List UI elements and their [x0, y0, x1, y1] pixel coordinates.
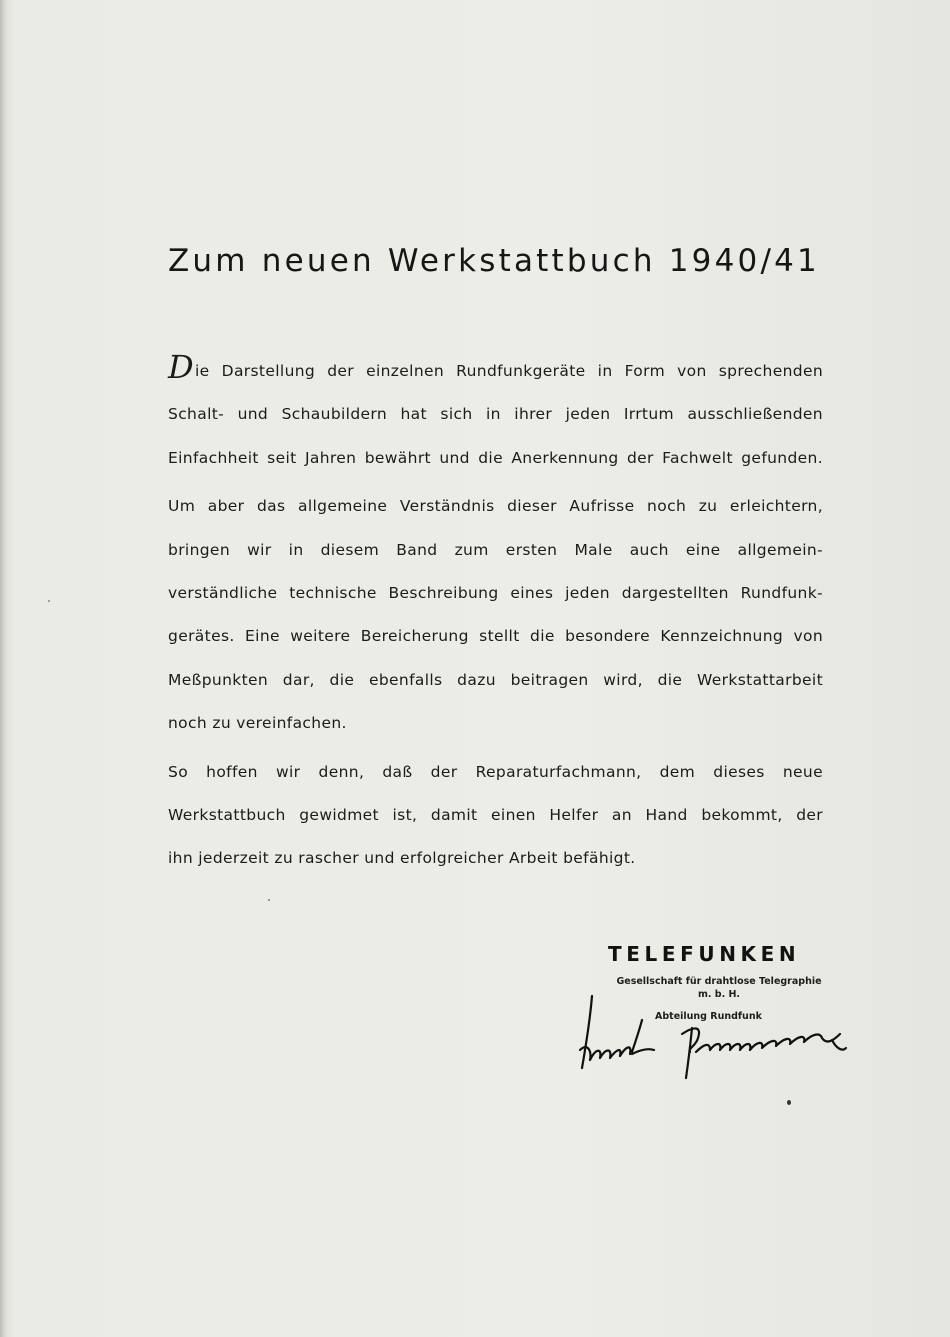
paper-speck: [268, 899, 270, 901]
company-subtitle-line: Gesellschaft für drahtlose Telegraphie: [616, 976, 822, 987]
handwritten-signature: [570, 990, 860, 1085]
text-line-content: ie Darstellung der einzelnen Rundfunkgeräte in Form von sprechenden: [195, 362, 823, 380]
text-line: Meßpunkten dar, die ebenfalls dazu beitragen wird, die Werkstattarbeit: [168, 670, 823, 689]
text-line: ihn jederzeit zu rascher und erfolgreicher Arbeit befähigt.: [168, 849, 636, 868]
text-line: [168, 350, 823, 393]
text-line: verständliche technische Beschreibung eines jeden dargestellten Rundfunk-: [168, 583, 823, 602]
page-edge: [0, 0, 6, 1337]
document-body: [168, 350, 823, 881]
paper-speck: [787, 1100, 791, 1105]
drop-cap: D: [168, 348, 195, 386]
paper-speck: [48, 600, 50, 602]
text-line: Um aber das allgemeine Verständnis dieser Aufrisse noch zu erleichtern,: [168, 497, 823, 516]
text-line: noch zu vereinfachen.: [168, 714, 347, 733]
document-title: Zum neuen Werkstattbuch 1940/41: [168, 242, 820, 279]
text-line: Schalt- und Schaubildern hat sich in ihrer jeden Irrtum ausschließenden: [168, 405, 823, 424]
department-name: Abteilung Rundfunk: [655, 1011, 762, 1022]
text-line: gerätes. Eine weitere Bereicherung stellt die besondere Kennzeichnung von: [168, 627, 823, 646]
text-line: bringen wir in diesem Band zum ersten Male auch eine allgemein-: [168, 540, 823, 559]
company-name: TELEFUNKEN: [608, 942, 801, 966]
text-line: Werkstattbuch gewidmet ist, damit einen Helfer an Hand bekommt, der: [168, 805, 823, 824]
text-line: Einfachheit seit Jahren bewährt und die Anerkennung der Fachwelt gefunden.: [168, 448, 823, 467]
text-line: So hoffen wir denn, daß der Reparaturfachmann, dem dieses neue: [168, 762, 823, 781]
company-subtitle-line: m. b. H.: [697, 989, 741, 1000]
